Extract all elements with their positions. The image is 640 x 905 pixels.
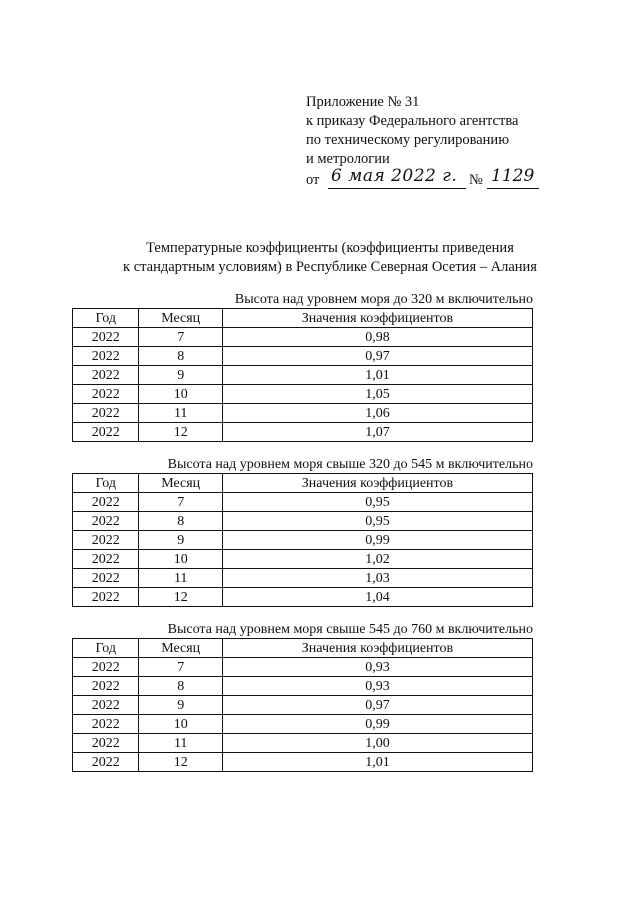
month-cell: 7 <box>139 493 222 512</box>
year-cell: 2022 <box>73 404 139 423</box>
value-header: Значения коэффициентов <box>222 474 532 493</box>
coefficient-cell: 1,04 <box>222 588 532 607</box>
year-cell: 2022 <box>73 658 139 677</box>
year-cell: 2022 <box>73 385 139 404</box>
table-row <box>73 550 533 569</box>
order-date-line <box>306 166 535 191</box>
month-cell: 8 <box>139 512 222 531</box>
month-cell: 8 <box>139 347 222 366</box>
year-cell: 2022 <box>73 753 139 772</box>
month-cell: 12 <box>139 588 222 607</box>
month-cell: 10 <box>139 385 222 404</box>
coefficient-cell: 0,93 <box>222 677 532 696</box>
coefficient-cell: 1,03 <box>222 569 532 588</box>
table-row <box>73 531 533 550</box>
table-row <box>73 696 533 715</box>
value-header: Значения коэффициентов <box>222 309 532 328</box>
month-cell: 8 <box>139 677 222 696</box>
table-row <box>73 658 533 677</box>
appendix-number: Приложение № 31 <box>306 94 420 110</box>
year-cell: 2022 <box>73 328 139 347</box>
table-section-2 <box>72 457 533 607</box>
month-cell: 11 <box>139 734 222 753</box>
year-cell: 2022 <box>73 347 139 366</box>
year-cell: 2022 <box>73 715 139 734</box>
coefficient-cell: 1,01 <box>222 366 532 385</box>
coefficients-table <box>72 638 533 772</box>
year-cell: 2022 <box>73 423 139 442</box>
year-cell: 2022 <box>73 677 139 696</box>
table-row <box>73 347 533 366</box>
appendix-header <box>306 93 535 191</box>
coefficients-table <box>72 308 533 442</box>
order-reference: к приказу Федерального агентства <box>306 113 519 129</box>
table-row <box>73 366 533 385</box>
table-row <box>73 328 533 347</box>
year-cell: 2022 <box>73 696 139 715</box>
year-cell: 2022 <box>73 531 139 550</box>
year-header: Год <box>73 639 139 658</box>
table-row <box>73 569 533 588</box>
table-row <box>73 753 533 772</box>
month-cell: 9 <box>139 366 222 385</box>
table-row <box>73 677 533 696</box>
table-header-row <box>73 474 533 493</box>
coefficient-cell: 1,01 <box>222 753 532 772</box>
coefficient-cell: 0,95 <box>222 493 532 512</box>
table-row <box>73 423 533 442</box>
table-row <box>73 715 533 734</box>
table-section-1 <box>72 292 533 442</box>
coefficient-cell: 0,99 <box>222 531 532 550</box>
number-underline <box>487 188 539 189</box>
coefficient-cell: 1,02 <box>222 550 532 569</box>
month-cell: 7 <box>139 658 222 677</box>
month-cell: 11 <box>139 569 222 588</box>
month-cell: 12 <box>139 753 222 772</box>
month-cell: 9 <box>139 531 222 550</box>
month-header: Месяц <box>139 309 222 328</box>
title-line-1: Температурные коэффициенты (коэффициенты приведения <box>146 240 514 256</box>
coefficient-cell: 1,06 <box>222 404 532 423</box>
date-prefix: от <box>306 172 320 188</box>
table-row <box>73 588 533 607</box>
year-cell: 2022 <box>73 550 139 569</box>
month-cell: 11 <box>139 404 222 423</box>
year-header: Год <box>73 474 139 493</box>
month-cell: 10 <box>139 715 222 734</box>
table-row <box>73 734 533 753</box>
handwritten-date: 6 мая 2022 г. <box>331 166 458 186</box>
year-header: Год <box>73 309 139 328</box>
year-cell: 2022 <box>73 512 139 531</box>
handwritten-number: 1129 <box>491 166 535 186</box>
month-cell: 12 <box>139 423 222 442</box>
year-cell: 2022 <box>73 366 139 385</box>
coefficient-cell: 0,98 <box>222 328 532 347</box>
table-caption: Высота над уровнем моря до 320 м включительно <box>234 292 533 307</box>
coefficients-table <box>72 473 533 607</box>
table-row <box>73 512 533 531</box>
coefficient-cell: 1,05 <box>222 385 532 404</box>
table-header-row <box>73 639 533 658</box>
month-header: Месяц <box>139 474 222 493</box>
year-cell: 2022 <box>73 493 139 512</box>
coefficient-cell: 0,95 <box>222 512 532 531</box>
coefficient-cell: 1,00 <box>222 734 532 753</box>
table-header-row <box>73 309 533 328</box>
table-section-3 <box>72 622 533 772</box>
coefficient-cell: 0,93 <box>222 658 532 677</box>
table-row <box>73 493 533 512</box>
date-underline <box>328 188 466 189</box>
month-cell: 10 <box>139 550 222 569</box>
table-row <box>73 385 533 404</box>
title-line-2: к стандартным условиям) в Республике Северная Осетия – Алания <box>123 259 537 275</box>
year-cell: 2022 <box>73 734 139 753</box>
number-prefix: № <box>469 172 483 188</box>
table-caption: Высота над уровнем моря свыше 545 до 760 м включительно <box>167 622 533 637</box>
month-cell: 7 <box>139 328 222 347</box>
coefficient-cell: 1,07 <box>222 423 532 442</box>
coefficient-cell: 0,97 <box>222 347 532 366</box>
month-cell: 9 <box>139 696 222 715</box>
month-header: Месяц <box>139 639 222 658</box>
table-row <box>73 404 533 423</box>
table-caption: Высота над уровнем моря свыше 320 до 545 м включительно <box>167 457 533 472</box>
value-header: Значения коэффициентов <box>222 639 532 658</box>
coefficient-cell: 0,99 <box>222 715 532 734</box>
year-cell: 2022 <box>73 569 139 588</box>
agency-line: по техническому регулированию <box>306 132 510 148</box>
coefficient-cell: 0,97 <box>222 696 532 715</box>
agency-line-2: и метрологии <box>306 151 390 167</box>
year-cell: 2022 <box>73 588 139 607</box>
document-title <box>60 239 600 277</box>
